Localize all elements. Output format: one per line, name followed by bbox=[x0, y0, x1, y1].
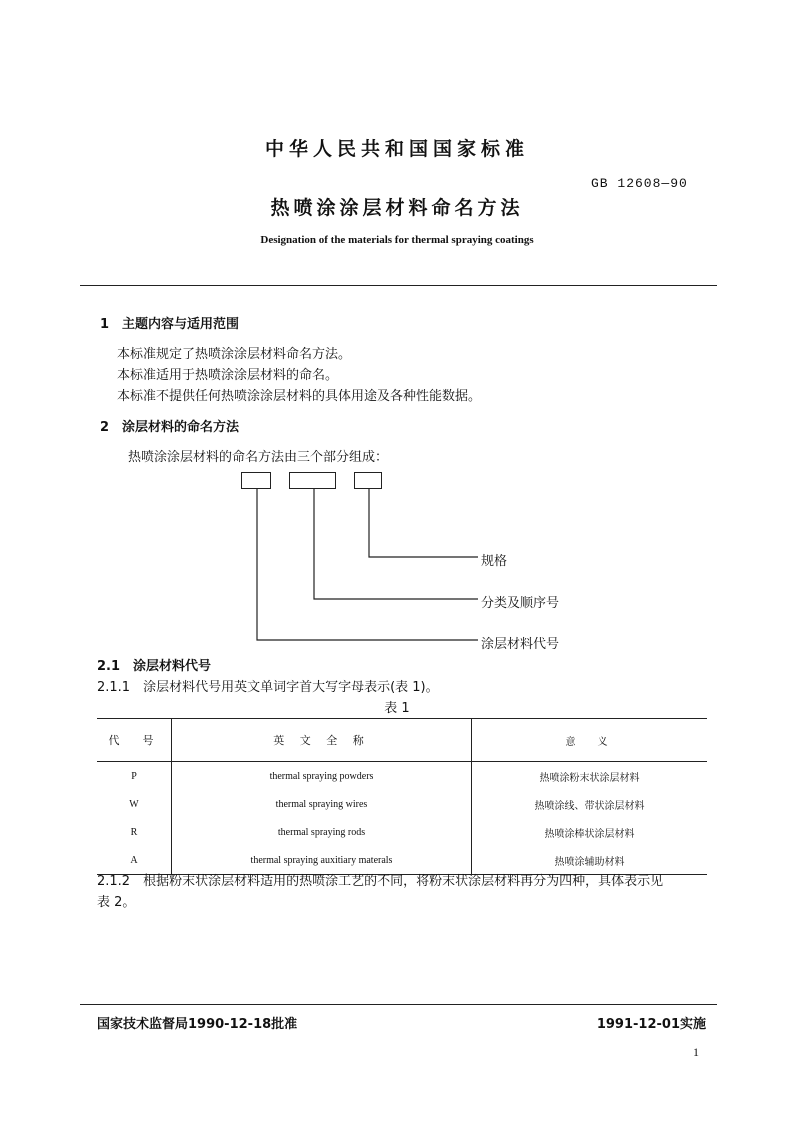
standard-code: GB 12608—90 bbox=[591, 176, 688, 191]
diagram-label-material-code: 涂层材料代号 bbox=[481, 637, 560, 652]
table-1-caption: 表 1 bbox=[384, 701, 410, 716]
page-number: 1 bbox=[693, 1045, 699, 1059]
section-2-1-heading: 2.1 涂层材料代号 bbox=[97, 659, 212, 674]
header-english-name: 英 文 全 称 bbox=[172, 719, 472, 762]
cell-meaning: 热喷涂棒状涂层材料 bbox=[544, 828, 635, 840]
effective-date: 1991-12-01实施 bbox=[596, 1017, 706, 1032]
clause-2-1-2-line-2: 表 2。 bbox=[97, 895, 136, 910]
clause-2-1-2-line-1: 2.1.2 根据粉末状涂层材料适用的热喷涂工艺的不同，将粉末状涂层材料再分为四种，具体表示见 bbox=[97, 874, 664, 889]
section-2-intro: 热喷涂涂层材料的命名方法由三个部分组成： bbox=[128, 450, 389, 465]
bottom-rule bbox=[80, 1004, 717, 1005]
connector-classification bbox=[314, 489, 478, 599]
cell-code: P bbox=[97, 762, 172, 791]
document-title: 热喷涂涂层材料命名方法 bbox=[270, 197, 524, 219]
cell-meaning: 热喷涂粉末状涂层材料 bbox=[539, 772, 640, 784]
diagram-label-specification: 规格 bbox=[481, 554, 508, 569]
table-row bbox=[97, 790, 707, 818]
approval-date: 国家技术监督局1990-12-18批准 bbox=[97, 1017, 298, 1032]
national-standard-heading: 中华人民共和国国家标准 bbox=[264, 138, 529, 160]
cell-code: R bbox=[97, 818, 172, 846]
connector-material-code bbox=[257, 489, 478, 640]
section-2-heading: 2 涂层材料的命名方法 bbox=[100, 420, 240, 435]
table-1 bbox=[97, 718, 707, 875]
section-1-paragraph: 本标准规定了热喷涂涂层材料命名方法。 bbox=[117, 347, 352, 362]
cell-code: W bbox=[97, 790, 172, 818]
clause-2-1-1: 2.1.1 涂层材料代号用英文单词字首大写字母表示(表 1)。 bbox=[97, 680, 439, 695]
table-row bbox=[97, 818, 707, 846]
cell-english: thermal spraying wires bbox=[172, 790, 472, 818]
cell-english: thermal spraying auxitiary materals bbox=[172, 846, 472, 875]
cell-english: thermal spraying rods bbox=[172, 818, 472, 846]
diagram-label-classification: 分类及顺序号 bbox=[481, 596, 560, 611]
document-title-english: Designation of the materials for thermal spraying coatings bbox=[260, 234, 534, 246]
table-header-row bbox=[97, 719, 707, 762]
cell-code: A bbox=[97, 846, 172, 875]
table-row bbox=[97, 762, 707, 791]
connector-specification bbox=[369, 489, 478, 557]
cell-meaning: 热喷涂辅助材料 bbox=[554, 856, 625, 868]
section-1-paragraph: 本标准不提供任何热喷涂涂层材料的具体用途及各种性能数据。 bbox=[117, 389, 482, 404]
section-1-heading: 1 主题内容与适用范围 bbox=[100, 317, 240, 332]
cell-meaning: 热喷涂线、带状涂层材料 bbox=[534, 800, 645, 812]
header-code: 代 号 bbox=[97, 719, 172, 762]
header-meaning: 意 义 bbox=[472, 719, 708, 762]
section-1-paragraph: 本标准适用于热喷涂涂层材料的命名。 bbox=[117, 368, 339, 383]
cell-english: thermal spraying powders bbox=[172, 762, 472, 791]
